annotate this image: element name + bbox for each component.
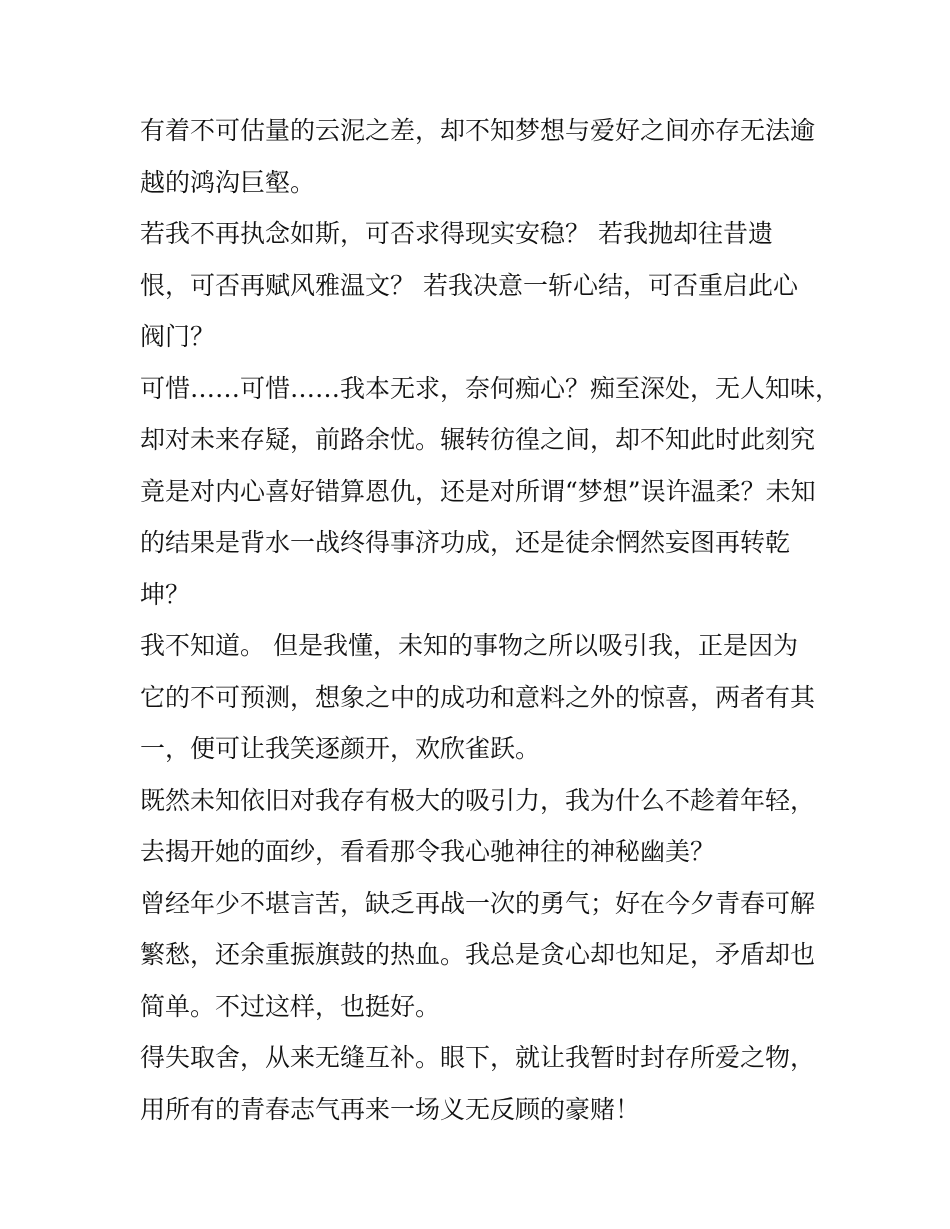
text-line: 阀门？: [140, 322, 216, 351]
text-line: 可惜……可惜……我本无求，奈何痴心？痴至深处，无人知味，: [140, 373, 841, 403]
text-line: 去揭开她的面纱，看看那令我心驰神往的神秘幽美？: [140, 837, 716, 866]
text-line: 却对未来存疑，前路余忧。辗转彷徨之间，却不知此时此刻究: [140, 425, 816, 454]
text-line: 一，便可让我笑逐颜开，欢欣雀跃。: [140, 734, 541, 763]
text-line: 繁愁，还余重振旗鼓的热血。我总是贪心却也知足，矛盾却也: [140, 940, 816, 969]
text-line: 得失取舍，从来无缝互补。眼下，就让我暂时封存所爱之物，: [140, 1043, 816, 1072]
text-line: 的结果是背水一战终得事济功成，还是徒余惘然妄图再转乾: [140, 528, 791, 557]
text-line: 恨，可否再赋风雅温文？ 若我决意一斩心结，可否重启此心: [140, 270, 798, 300]
text-line: 越的鸿沟巨壑。: [140, 167, 316, 197]
text-line: 坤？: [140, 579, 191, 609]
text-line: 若我不再执念如斯，可否求得现实安稳？ 若我抛却往昔遗: [140, 219, 773, 248]
text-line: 用所有的青春志气再来一场义无反顾的豪赌！: [140, 1094, 641, 1124]
text-line: 有着不可估量的云泥之差，却不知梦想与爱好之间亦存无法逾: [140, 116, 816, 145]
text-line: 简单。不过这样，也挺好。: [140, 991, 441, 1021]
document-body: [140, 105, 841, 1135]
text-line: 既然未知依旧对我存有极大的吸引力，我为什么不趁着年轻，: [140, 785, 816, 815]
text-line: 竟是对内心喜好错算恩仇，还是对所谓“梦想”误许温柔？未知: [140, 476, 816, 506]
text-line: 曾经年少不堪言苦，缺乏再战一次的勇气；好在今夕青春可解: [140, 888, 816, 918]
text-line: 我不知道。 但是我懂，未知的事物之所以吸引我，正是因为: [140, 631, 798, 660]
text-line: 它的不可预测，想象之中的成功和意料之外的惊喜，两者有其: [140, 682, 816, 712]
